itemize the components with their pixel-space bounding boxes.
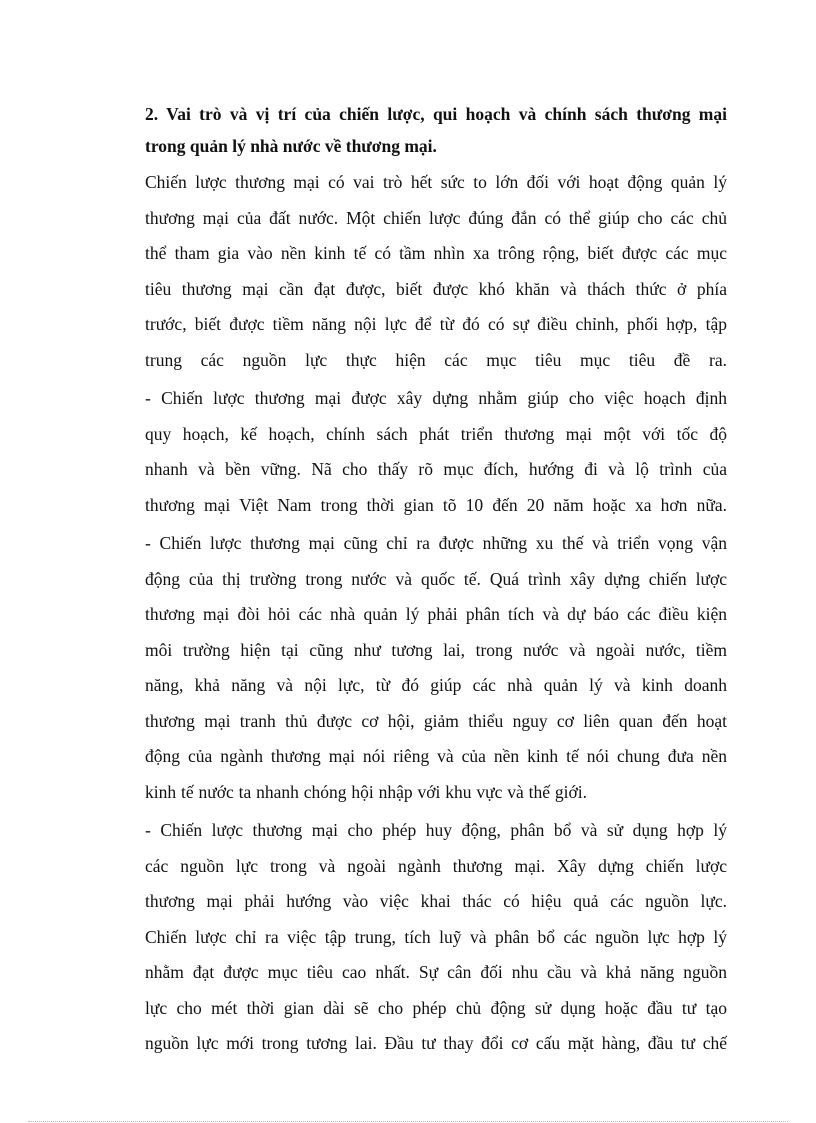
text-line: - Chiến lược thương mại cho phép huy động, phân bổ và sử dụng hợp lý <box>145 820 727 840</box>
text-line: quy hoạch, kế hoạch, chính sách phát triển thương mại một với tốc độ <box>145 423 727 444</box>
document-page <box>145 98 727 1065</box>
text-line: năng, khả năng và nội lực, từ đó giúp các nhà quản lý và kinh doanh <box>145 675 727 695</box>
text-line: môi trường hiện tại cũng như tương lai, trong nước và ngoài nước, tiềm <box>145 639 727 660</box>
text-line: nhanh và bền vững. Nã cho thấy rõ mục đích, hướng đi và lộ trình của <box>145 459 727 479</box>
text-line: Chiến lược thương mại có vai trò hết sức to lớn đối với hoạt động quản lý <box>145 172 727 192</box>
heading-line: 2. Vai trò và vị trí của chiến lược, qui hoạch và chính sách thương mại <box>145 104 727 124</box>
heading-line: trong quản lý nhà nước về thương mại. <box>145 136 437 156</box>
text-line: động của thị trường trong nước và quốc tế. Quá trình xây dựng chiến lược <box>145 568 727 589</box>
section-heading <box>145 98 727 162</box>
text-line: trước, biết được tiềm năng nội lực để từ đó có sự điều chỉnh, phối hợp, tập <box>145 314 727 334</box>
text-line: nhằm đạt được mục tiêu cao nhất. Sự cân đối nhu cầu và khả năng nguồn <box>145 962 727 982</box>
text-line: thương mại đòi hỏi các nhà quản lý phải phân tích và dự báo các điều kiện <box>145 604 727 624</box>
text-line: - Chiến lược thương mại được xây dựng nhằm giúp cho việc hoạch định <box>145 388 727 408</box>
text-line: kinh tế nước ta nhanh chóng hội nhập với khu vực và thế giới. <box>145 781 588 802</box>
text-line: nguồn lực mới trong tương lai. Đầu tư thay đổi cơ cấu mặt hàng, đầu tư chế <box>145 1033 727 1053</box>
text-line: thương mại của đất nước. Một chiến lược đúng đắn có thể giúp cho các chủ <box>145 207 727 228</box>
paragraph-bullet-3 <box>145 813 727 1062</box>
text-line: thương mại tranh thủ được cơ hội, giảm thiểu nguy cơ liên quan đến hoạt <box>145 710 727 731</box>
text-line: Chiến lược chỉ ra việc tập trung, tích luỹ và phân bổ các nguồn lực hợp lý <box>145 926 727 947</box>
text-line: thể tham gia vào nền kinh tế có tầm nhìn xa trông rộng, biết được các mục <box>145 243 727 263</box>
paragraph-bullet-2 <box>145 526 727 810</box>
page-bottom-divider <box>28 1121 788 1122</box>
text-line: - Chiến lược thương mại cũng chỉ ra được những xu thế và triển vọng vận <box>145 533 727 553</box>
text-line: tiêu thương mại cần đạt được, biết được khó khăn và thách thức ở phía <box>145 278 727 299</box>
paragraph-intro <box>145 165 727 378</box>
text-line: các nguồn lực trong và ngoài ngành thương mại. Xây dựng chiến lược <box>145 855 727 876</box>
paragraph-bullet-1 <box>145 381 727 523</box>
text-line: trung các nguồn lực thực hiện các mục tiêu mục tiêu đề ra. <box>145 349 727 370</box>
text-line: lực cho mét thời gian dài sẽ cho phép chủ động sử dụng hoặc đầu tư tạo <box>145 997 727 1018</box>
text-line: thương mại Việt Nam trong thời gian tõ 10 đến 20 năm hoặc xa hơn nữa. <box>145 494 727 515</box>
text-line: động của ngành thương mại nói riêng và của nền kinh tế nói chung đưa nền <box>145 746 727 766</box>
text-line: thương mại phải hướng vào việc khai thác có hiệu quả các nguồn lực. <box>145 891 727 911</box>
